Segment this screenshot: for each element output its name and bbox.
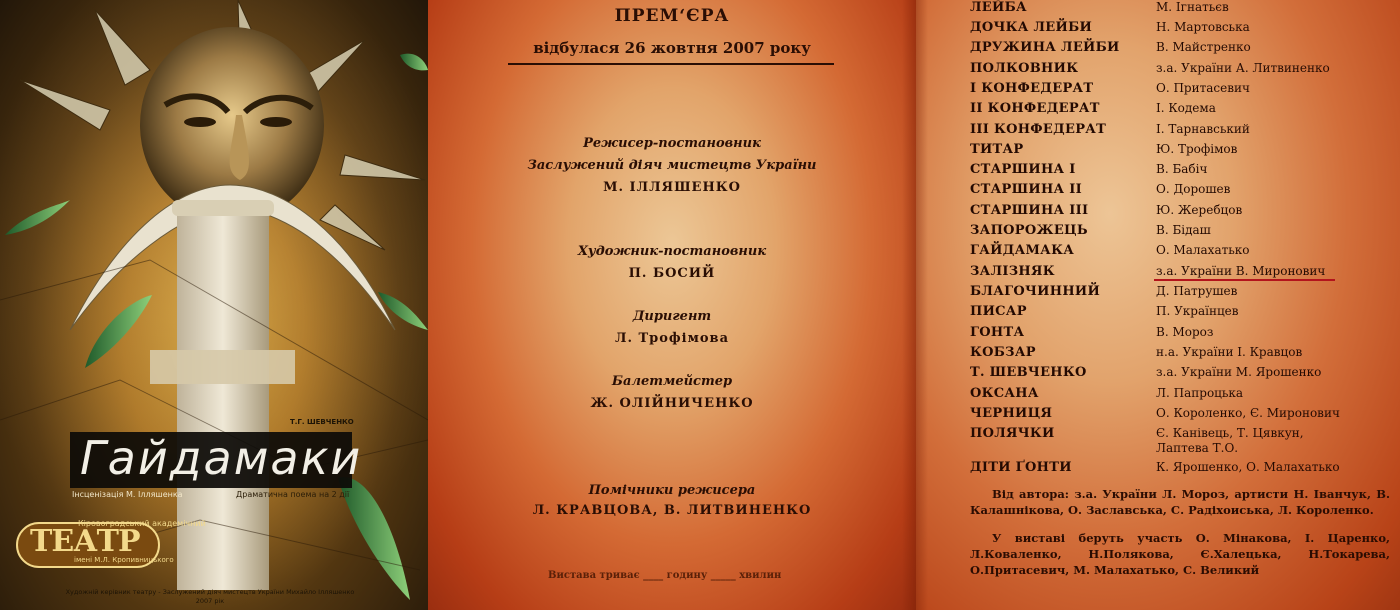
cast-actor: І. Тарнавський [1156, 122, 1250, 136]
poster-subtitle: Драматична поема на 2 дії [236, 490, 350, 499]
cast-role: Т. ШЕВЧЕНКО [970, 365, 1087, 380]
cast-actor: В. Бабіч [1156, 162, 1208, 176]
cast-row [970, 142, 1390, 162]
director-name: М. ІЛЛЯШЕНКО [603, 180, 741, 195]
cast-role: ГОНТА [970, 325, 1025, 340]
author-note-lead: Від автора: [992, 487, 1070, 501]
ballet-role: Балетмейстер [611, 374, 733, 389]
zalizniak-underline [1154, 279, 1335, 281]
cast-row [970, 426, 1390, 460]
conductor-role: Диригент [632, 309, 712, 324]
cast-actor: І. Кодема [1156, 101, 1216, 115]
poster-author: Т.Г. ШЕВЧЕНКО [290, 418, 354, 426]
author-note [970, 486, 1390, 518]
cast-role: ПОЛЯЧКИ [970, 426, 1055, 441]
cast-actor: н.а. України І. Кравцов [1156, 345, 1303, 359]
premiere-date: відбулася 26 жовтня 2007 року [533, 39, 811, 57]
cast-actor: Є. Канівець, Т. Цявкун, Лаптева Т.О. [1156, 426, 1304, 455]
poster-stage-credit: Інсценізація М. Ілляшенка [72, 490, 183, 499]
cast-row [970, 243, 1390, 263]
cast-actor: Д. Патрушев [1156, 284, 1238, 298]
cast-role: ПОЛКОВНИК [970, 61, 1079, 76]
cast-role: СТАРШИНА І [970, 162, 1076, 177]
cast-actor: з.а. України А. Литвиненко [1156, 61, 1330, 75]
poster-artwork [0, 0, 428, 610]
cast-actor: з.а. України М. Ярошенко [1156, 365, 1322, 379]
cast-actor: Ю. Трофімов [1156, 142, 1238, 156]
cast-role: СТАРШИНА ІІ [970, 182, 1083, 197]
cast-role: ГАЙДАМАКА [970, 243, 1075, 258]
poster-year: 2007 рік [195, 597, 225, 605]
cast-row [970, 203, 1390, 223]
ballet-name: Ж. ОЛІЙНИЧЕНКО [590, 396, 754, 411]
cast-role: ТИТАР [970, 142, 1024, 157]
cast-role: КОБЗАР [970, 345, 1036, 360]
cast-row [970, 223, 1390, 243]
artistic-director-credit: Художній керівник театру - Заслужений діяч мистецтв України Михайло Ілляшенко [65, 588, 355, 596]
cast-actor: Л. Папроцька [1156, 386, 1244, 400]
cast-role: ЧЕРНИЦЯ [970, 406, 1053, 421]
premiere-heading: ПРЕМ‘ЄРА [614, 6, 730, 26]
cast-row [970, 40, 1390, 60]
cast-row [970, 182, 1390, 202]
director-title: Заслужений діяч мистецтв України [527, 158, 817, 173]
cast-role: БЛАГОЧИННИЙ [970, 284, 1101, 299]
theatre-logo-mark: ТЕАТР [30, 524, 140, 559]
cast-actor: П. Українцев [1156, 304, 1239, 318]
cast-actor: В. Мороз [1156, 325, 1214, 339]
cast-role: ДІТИ ҐОНТИ [970, 460, 1072, 475]
cast-row [970, 460, 1390, 480]
poster-title: Гайдамаки [80, 431, 363, 485]
cast-actor: М. Ігнатьєв [1156, 0, 1229, 14]
cast-actor: В. Майстренко [1156, 40, 1251, 54]
cast-actor: К. Ярошенко, О. Малахатько [1156, 460, 1340, 474]
cast-row [970, 101, 1390, 121]
cast-row [970, 304, 1390, 324]
cast-actor: Ю. Жеребцов [1156, 203, 1243, 217]
cast-role: ЛЕЙБА [970, 0, 1027, 15]
theatre-region: Кіровоградський академічний [78, 519, 206, 528]
cast-role: ЗАЛІЗНЯК [970, 264, 1055, 279]
cast-row [970, 61, 1390, 81]
cast-role: ДОЧКА ЛЕЙБИ [970, 20, 1093, 35]
cast-actor: О. Притасевич [1156, 81, 1250, 95]
poster-bottom-credit [60, 588, 360, 606]
cast-actor: О. Малахатько [1156, 243, 1250, 257]
cast-row [970, 406, 1390, 426]
cast-actor: О. Дорошев [1156, 182, 1231, 196]
participants-note: У виставі беруть участь О. Мінакова, І. Царенко, Л.Коваленко, Н.Полякова, Є.Халецька, Н.Токарева, О.Притасевич, М. Малахатько, С. Великий [970, 531, 1390, 577]
cast-row [970, 284, 1390, 304]
cast-row [970, 162, 1390, 182]
cast-actor: О. Короленко, Є. Миронович [1156, 406, 1340, 420]
theatre-name: імені М.Л. Кропивницького [74, 556, 174, 564]
cast-role: ІІІ КОНФЕДЕРАТ [970, 122, 1107, 137]
cast-role: СТАРШИНА ІІІ [970, 203, 1089, 218]
conductor-name: Л. Трофімова [614, 331, 730, 346]
assistants-names: Л. КРАВЦОВА, В. ЛИТВИНЕНКО [532, 503, 812, 518]
artist-name: П. БОСИЙ [628, 266, 716, 281]
cast-row [970, 365, 1390, 385]
author-note-text: з.а. України Л. Мороз, артисти Н. Іванчук, В. Калашнікова, О. Заславська, С. Радіхоиська, Л. Короленко. [970, 487, 1390, 517]
cast-row [970, 386, 1390, 406]
cast-row [970, 81, 1390, 101]
cast-row [970, 325, 1390, 345]
cast-row [970, 345, 1390, 365]
cast-role: ДРУЖИНА ЛЕЙБИ [970, 40, 1120, 55]
cast-role: І КОНФЕДЕРАТ [970, 81, 1094, 96]
cast-role: ЗАПОРОЖЕЦЬ [970, 223, 1088, 238]
artist-role: Художник-постановник [577, 244, 767, 259]
poster-cover [0, 0, 428, 610]
cast-row [970, 20, 1390, 40]
cast-row [970, 122, 1390, 142]
running-time: Вистава триває ____ годину _____ хвилин [548, 570, 782, 581]
cast-actor: Н. Мартовська [1156, 20, 1250, 34]
assistants-role: Помічники режисера [588, 483, 756, 498]
cast-actor: з.а. України В. Миронович [1156, 264, 1326, 278]
cast-role: ОКСАНА [970, 386, 1039, 401]
cast-row [970, 264, 1390, 284]
cast-row [970, 0, 1390, 20]
heading-divider [508, 63, 834, 65]
cast-role: ПИСАР [970, 304, 1027, 319]
cast-role: ІІ КОНФЕДЕРАТ [970, 101, 1100, 116]
director-role: Режисер-постановник [583, 136, 761, 151]
premiere-page [428, 0, 916, 610]
cast-actor: В. Бідаш [1156, 223, 1211, 237]
